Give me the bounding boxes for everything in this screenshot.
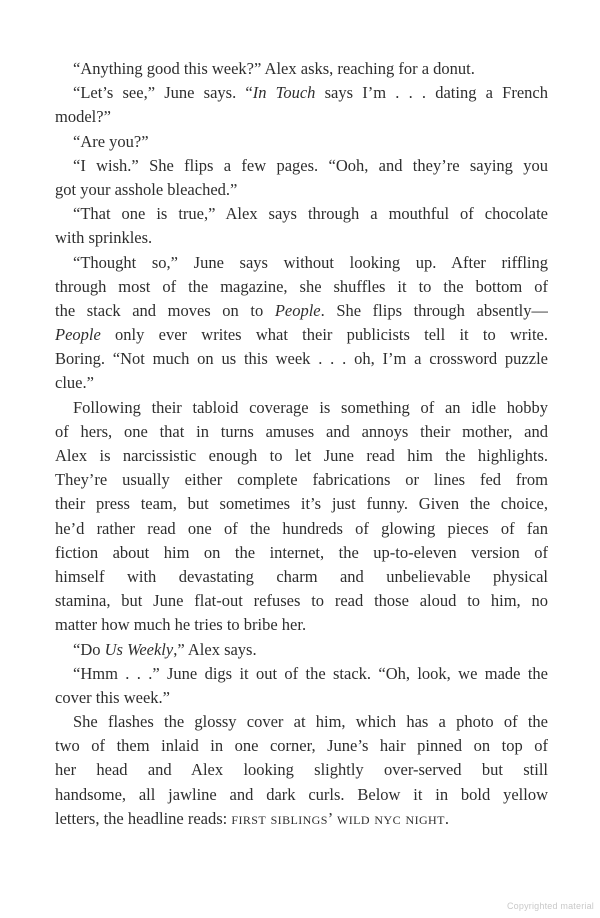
- text-segment: .: [444, 808, 449, 828]
- text-segment: says I’m . . . dating a French: [315, 83, 548, 103]
- text-segment: They’re usually either complete fabrications or lines fed from: [55, 470, 548, 490]
- text-line: [55, 420, 548, 444]
- text-segment: fiction about him on the internet, the up-to-eleven version of: [55, 542, 548, 562]
- text-segment: ,” Alex says.: [173, 639, 257, 659]
- italic-text-segment: Us Weekly: [104, 639, 174, 659]
- text-line: [55, 396, 548, 420]
- text-line: [55, 299, 548, 323]
- text-line: [55, 81, 548, 105]
- text-segment: through most of the magazine, she shuffles it to the bottom of: [55, 276, 548, 296]
- text-segment: with sprinkles.: [55, 228, 153, 248]
- italic-text-segment: People: [274, 300, 321, 320]
- text-line: [55, 758, 548, 782]
- text-segment: “Let’s see,” June says. “: [73, 83, 253, 103]
- text-segment: only ever writes what their publicists tell it to write.: [100, 325, 548, 345]
- text-line: [55, 638, 548, 662]
- text-line: [55, 251, 548, 275]
- text-line: [55, 517, 548, 541]
- text-segment: cover this week.”: [55, 687, 170, 707]
- text-line: [55, 202, 548, 226]
- text-segment: her head and Alex looking slightly over-served but still: [55, 760, 548, 780]
- text-line: [55, 323, 548, 347]
- text-segment: Following their tabloid coverage is something of an idle hobby: [73, 397, 548, 417]
- text-line: [55, 565, 548, 589]
- text-line: [55, 468, 548, 492]
- text-segment: She flashes the glossy cover at him, which has a photo of the: [73, 712, 548, 732]
- text-line: [55, 130, 548, 154]
- italic-text-segment: People: [55, 325, 101, 345]
- text-segment: two of them inlaid in one corner, June’s hair pinned on top of: [55, 736, 548, 756]
- italic-text-segment: In Touch: [252, 83, 316, 103]
- text-line: [55, 734, 548, 758]
- book-text-block: [55, 57, 548, 831]
- text-segment: stamina, but June flat-out refuses to read those aloud to him, no: [55, 591, 548, 611]
- text-segment: the stack and moves on to: [55, 300, 275, 320]
- text-line: [55, 154, 548, 178]
- text-line: [55, 275, 548, 299]
- text-line: [55, 613, 548, 637]
- text-line: [55, 541, 548, 565]
- text-segment: he’d rather read one of the hundreds of glowing pieces of fan: [55, 518, 548, 538]
- text-line: [55, 686, 548, 710]
- text-segment: clue.”: [55, 373, 94, 393]
- text-segment: “I wish.” She flips a few pages. “Ooh, and they’re saying you: [73, 155, 548, 175]
- text-segment: himself with devastating charm and unbelievable physical: [55, 566, 548, 586]
- text-line: [55, 226, 548, 250]
- text-segment: “Are you?”: [73, 131, 149, 151]
- text-line: [55, 371, 548, 395]
- text-segment: of hers, one that in turns amuses and annoys their mother, and: [55, 421, 548, 441]
- text-segment: Alex is narcissistic enough to let June read him the highlights.: [55, 446, 548, 465]
- text-segment: matter how much he tries to bribe her.: [55, 615, 307, 635]
- text-segment: “Thought so,” June says without looking up. After riffling: [73, 252, 548, 272]
- text-line: [55, 178, 548, 202]
- text-segment: “Anything good this week?” Alex asks, reaching for a donut.: [73, 59, 475, 78]
- text-segment: . She flips through absently—: [320, 300, 548, 320]
- text-segment: Boring. “Not much on us this week . . . oh, I’m a crossword puzzle: [55, 349, 548, 369]
- text-line: [55, 662, 548, 686]
- text-line: [55, 444, 548, 468]
- text-segment: letters, the headline reads:: [55, 808, 232, 828]
- text-segment: handsome, all jawline and dark curls. Below it in bold yellow: [55, 784, 548, 804]
- text-line: [55, 783, 548, 807]
- text-line: [55, 807, 548, 831]
- text-line: [55, 57, 548, 81]
- smallcaps-headline-segment: first siblings’ wild nyc night: [231, 808, 445, 828]
- text-line: [55, 589, 548, 613]
- text-segment: “Do: [73, 639, 105, 659]
- text-segment: “That one is true,” Alex says through a mouthful of chocolate: [73, 204, 548, 224]
- copyright-notice: Copyrighted material: [506, 901, 594, 911]
- text-segment: got your asshole bleached.”: [55, 179, 238, 199]
- text-segment: their press team, but sometimes it’s just funny. Given the choice,: [55, 494, 548, 514]
- text-line: [55, 347, 548, 371]
- text-line: [55, 492, 548, 516]
- text-line: [55, 710, 548, 734]
- text-segment: “Hmm . . .” June digs it out of the stack. “Oh, look, we made the: [73, 663, 548, 683]
- text-segment: model?”: [55, 107, 111, 127]
- text-line: [55, 105, 548, 129]
